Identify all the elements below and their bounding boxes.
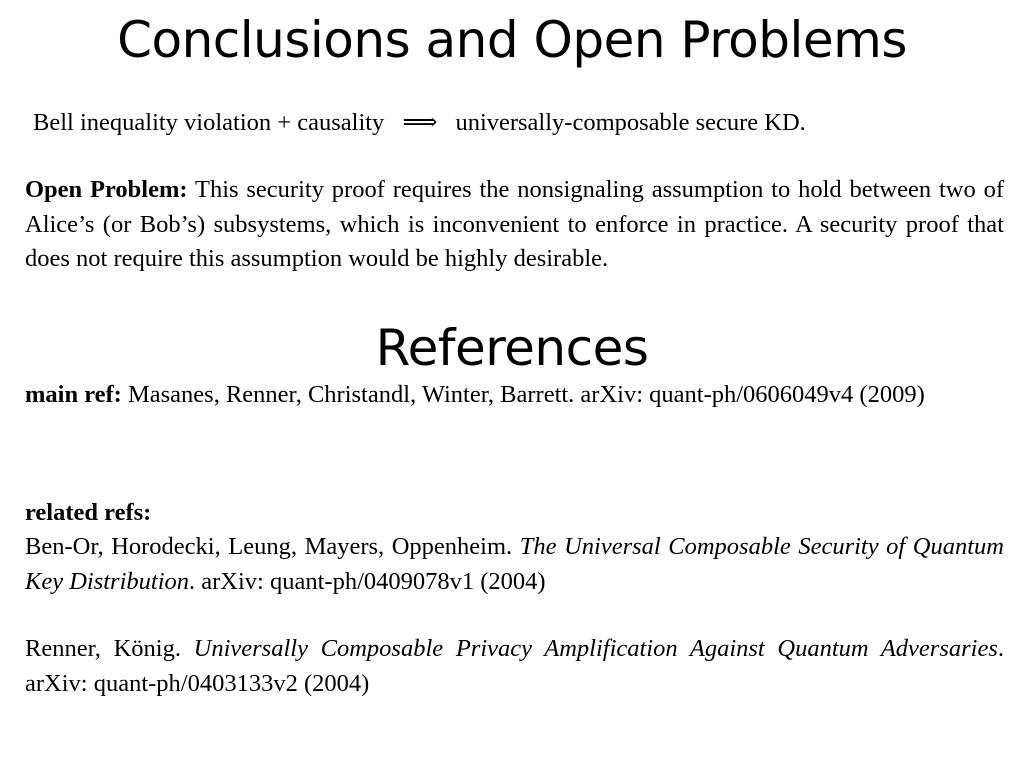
- reference-authors: Renner, König.: [25, 635, 181, 662]
- reference-arxiv: . arXiv: quant-ph/0409078v1 (2004): [189, 567, 546, 595]
- open-problem-text: This security proof requires the nonsignaling assumption to hold between two of Alice’s (or Bob’s) subsystems, which is inconvenient to enforce in practice. A security proof that does not require this assumption would be highly desirable.: [25, 176, 1004, 272]
- open-problem-label: Open Problem:: [25, 176, 188, 203]
- result-conclusion: universally-composable secure KD.: [455, 109, 806, 136]
- related-reference: [25, 530, 1004, 599]
- main-ref-label: main ref:: [25, 381, 122, 408]
- related-reference: [25, 632, 1004, 701]
- reference-title: Universally Composable Privacy Amplification Against Quantum Adversaries: [193, 635, 998, 662]
- result-premise: Bell inequality violation + causality: [33, 109, 385, 136]
- related-refs-label: related refs:: [25, 499, 152, 526]
- reference-title: The Universal Composable Security of Quantum Key Distribution: [25, 533, 1005, 595]
- main-result: [33, 106, 1003, 140]
- slide-title: Conclusions and Open Problems: [117, 11, 907, 69]
- main-reference: [25, 378, 1004, 413]
- reference-authors: Ben-Or, Horodecki, Leung, Mayers, Oppenheim.: [25, 533, 513, 560]
- implies-symbol: ⟹: [402, 109, 438, 136]
- references-heading: References: [375, 319, 649, 377]
- open-problem-paragraph: [25, 173, 1004, 277]
- reference-arxiv: . arXiv: quant-ph/0403133v2 (2004): [25, 635, 1004, 697]
- main-ref-text: Masanes, Renner, Christandl, Winter, Barrett. arXiv: quant-ph/0606049v4 (2009): [127, 381, 925, 408]
- related-refs-heading: [25, 496, 1004, 531]
